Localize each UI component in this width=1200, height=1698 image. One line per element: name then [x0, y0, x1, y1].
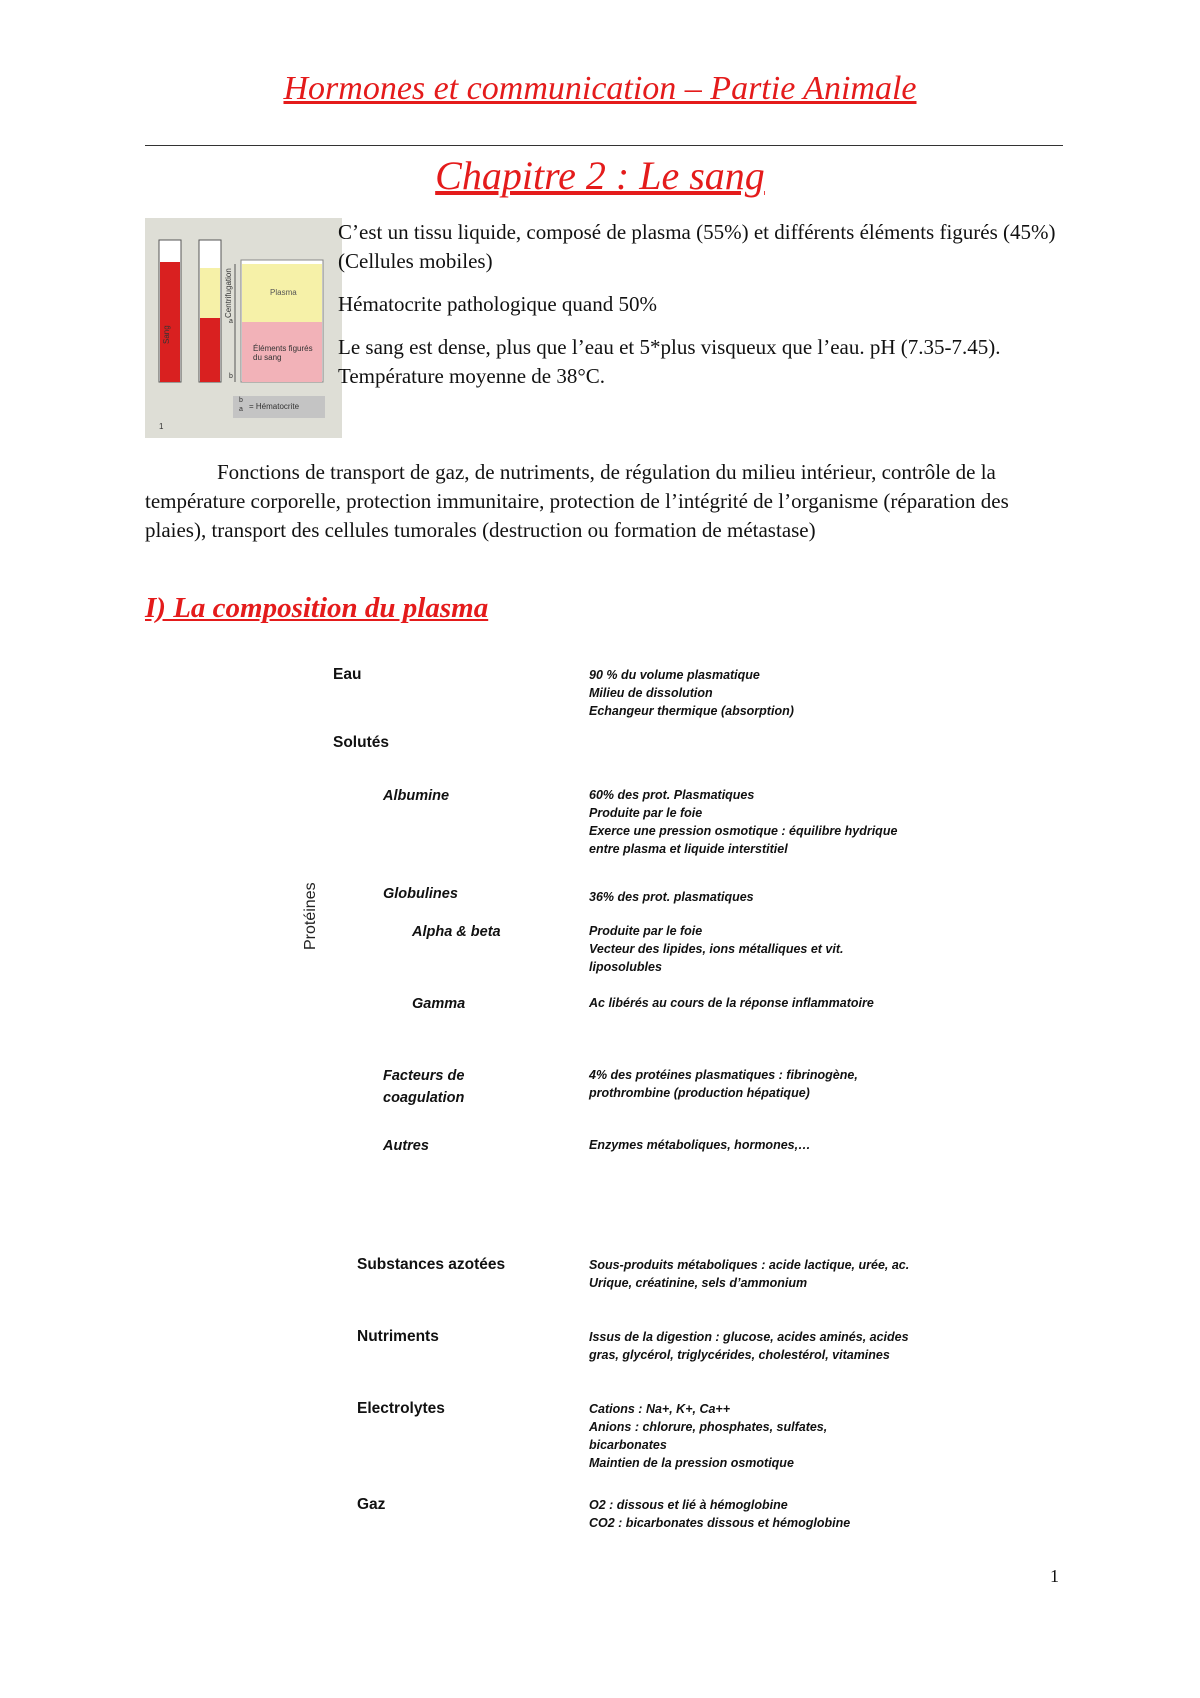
- row-label-autres: Autres: [383, 1138, 429, 1154]
- row-label-albumine: Albumine: [383, 788, 450, 804]
- elements-label: Éléments figurés du sang: [253, 344, 313, 362]
- intro-paragraph-1: C’est un tissu liquide, composé de plasma (55%) et différents éléments figurés (45%) (Cellules mobiles): [338, 220, 1056, 273]
- row-label-facteurs: Facteurs de coagulation: [383, 1068, 465, 1106]
- intro-paragraph-2: Hématocrite pathologique quand 50%: [338, 292, 657, 316]
- functions-paragraph: Fonctions de transport de gaz, de nutriments, de régulation du milieu intérieur, contrôle de la température corporelle, protection immunitaire, protection de l’intégrité de l’organisme (réparation des plaies), transport des cellules tumorales (destruction ou formation de métastase): [145, 460, 1009, 542]
- row-label-azotees: Substances azotées: [357, 1256, 506, 1273]
- title-divider: [145, 145, 1063, 146]
- sang-label: Sang: [162, 325, 171, 344]
- row-label-electrolytes: Electrolytes: [357, 1400, 445, 1417]
- hematocrit-label: = Hématocrite: [249, 402, 300, 411]
- section-heading: I) La composition du plasma: [145, 592, 489, 624]
- row-label-gamma: Gamma: [412, 996, 466, 1012]
- row-label-alpha-beta: Alpha & beta: [412, 924, 501, 940]
- fraction-denominator: a: [239, 406, 243, 413]
- row-desc-autres: Enzymes métaboliques, hormones,…: [589, 1138, 811, 1152]
- row-label-nutriments: Nutriments: [357, 1328, 439, 1345]
- mark-b: b: [229, 373, 233, 380]
- mark-a: a: [229, 318, 233, 325]
- row-label-solutes: Solutés: [333, 734, 389, 751]
- row-desc-nutriments: Issus de la digestion : glucose, acides aminés, acides gras, glycérol, triglycérides, cholestérol, vitamines: [589, 1330, 909, 1362]
- row-label-eau: Eau: [333, 666, 362, 683]
- row-desc-facteurs: 4% des protéines plasmatiques : fibrinogène, prothrombine (production hépatique): [589, 1068, 858, 1100]
- document-title: Hormones et communication – Partie Animale: [283, 70, 917, 107]
- page-number: 1: [1050, 1566, 1059, 1586]
- fraction-numerator: b: [239, 397, 243, 404]
- hematocrit-figure: [145, 218, 342, 438]
- plasma-label: Plasma: [270, 288, 297, 297]
- row-desc-gaz: O2 : dissous et lié à hémoglobine CO2 : bicarbonates dissous et hémoglobine: [589, 1498, 851, 1530]
- centrifugation-label: Centrifugation: [224, 268, 233, 318]
- row-desc-eau: 90 % du volume plasmatique Milieu de dissolution Echangeur thermique (absorption): [589, 668, 794, 718]
- chapter-title: Chapitre 2 : Le sang: [435, 153, 765, 198]
- row-desc-azotees: Sous-produits métaboliques : acide lactique, urée, ac. Urique, créatinine, sels d’ammonium: [589, 1258, 910, 1290]
- figure-number: 1: [159, 422, 164, 431]
- row-desc-globulines: 36% des prot. plasmatiques: [589, 890, 754, 904]
- row-desc-gamma: Ac libérés au cours de la réponse inflammatoire: [589, 996, 874, 1010]
- row-desc-albumine: 60% des prot. Plasmatiques Produite par le foie Exerce une pression osmotique : équilibre hydrique entre plasma et liquide interstitiel: [589, 788, 898, 856]
- row-desc-alpha-beta: Produite par le foie Vecteur des lipides, ions métalliques et vit. liposolubles: [589, 924, 844, 974]
- row-label-gaz: Gaz: [357, 1496, 386, 1513]
- row-desc-electrolytes: Cations : Na+, K+, Ca++ Anions : chlorure, phosphates, sulfates, bicarbonates Maintien de la pression osmotique: [589, 1402, 828, 1470]
- row-label-globulines: Globulines: [383, 886, 458, 902]
- intro-paragraph-3: Le sang est dense, plus que l’eau et 5*plus visqueux que l’eau. pH (7.35-7.45). Température moyenne de 38°C.: [338, 335, 1001, 388]
- intro-text: [338, 218, 1063, 405]
- proteins-vertical-label: Protéines: [302, 882, 319, 950]
